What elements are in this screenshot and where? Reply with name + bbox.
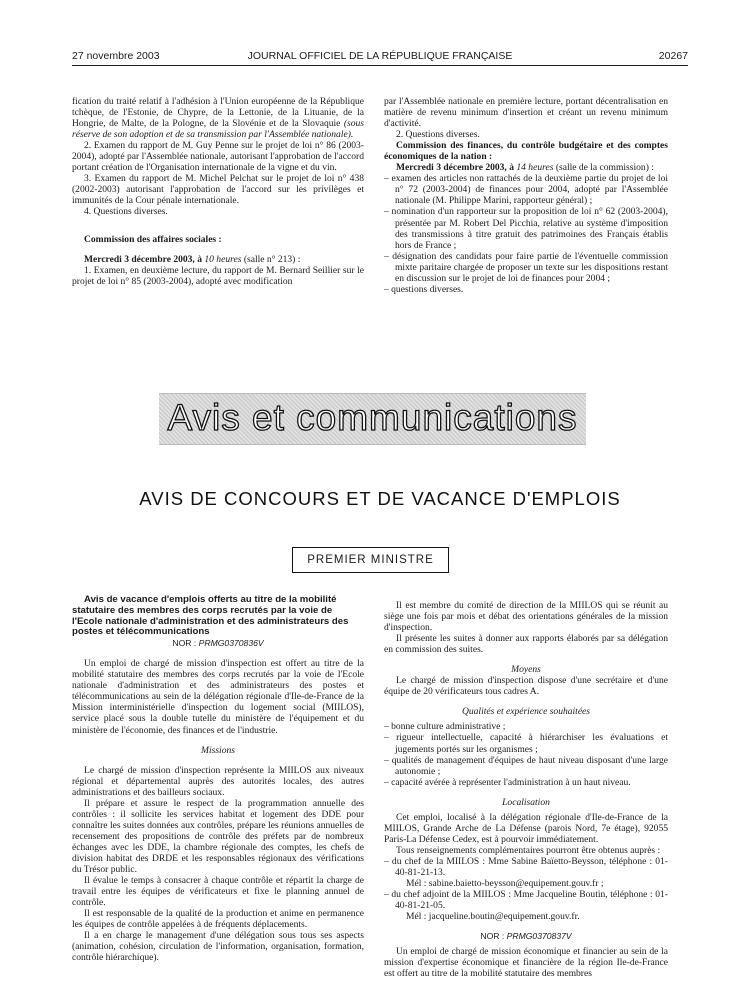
contact-line: – du chef de la MIILOS : Mme Sabine Baïetto-Beysson, téléphone : 01-40-81-21-13. — [384, 855, 668, 878]
top-left-column — [72, 96, 364, 287]
journal-title: JOURNAL OFFICIEL DE LA RÉPUBLIQUE FRANÇAISE — [247, 50, 513, 62]
section-heading: AVIS DE CONCOURS ET DE VACANCE D'EMPLOIS — [139, 488, 621, 509]
section-banner — [159, 393, 586, 445]
paragraph: Il est membre du comité de direction de la MIILOS qui se réunit au siège une fois par mois et débat des orientations générales de la mission d'inspection. — [384, 600, 668, 634]
paragraph: par l'Assemblée nationale en première lecture, portant décentralisation en matière de revenu minimum d'insertion et créant un revenu minimum d'activité. — [384, 96, 668, 130]
commission-heading: Commission des finances, du contrôle budgétaire et des comptes économiques de la nation : — [384, 140, 668, 163]
paragraph: Le chargé de mission d'inspection dispose d'une secrétaire et d'une équipe de 20 vérificateurs tous cadres A. — [384, 675, 668, 698]
contact-email: Mél : sabine.baietto-beysson@equipement.gouv.fr ; — [406, 878, 604, 890]
paragraph: Un emploi de chargé de mission d'inspection est offert au titre de la mobilité statutaire des membres des corps recrutés par la voie de l'Ecole nationale d'administration et des administrateurs des postes et télécommunications au sein de la délégation régionale d'Ile-de-France de la Mission interministérielle d'inspection du logement social (MIILOS), service placé sous la double tutelle du ministère de l'équipement et du ministère de l'économie, des finances et de l'industrie. — [72, 658, 364, 736]
text-italic: 10 heures — [204, 253, 242, 265]
paragraph: Il prépare et assure le respect de la programmation annuelle des contrôles : il sollicite les services habitat et logement des DDE pour connaître les suites données aux contrôles, prépare les réunions annuelles de recensement des propositions de contrôle des préfets par de nombreux échanges avec les DDE, la chambre régionale des comptes, les chefs de division habitat des DRDE et les responsables régionaux des vérifications du Trésor public. — [72, 797, 364, 876]
paragraph: Cet emploi, localisé à la délégation régionale d'Ile-de-France de la MIILOS, Grande Arche de La Défense (parois Nord, 7e étage), 92055 Paris-La Défense Cedex, est à pourvoir immédiatement. — [384, 811, 668, 845]
nor-line — [384, 931, 668, 942]
nor-label: NOR : — [172, 638, 197, 649]
paragraph: 2. Examen du rapport de M. Guy Penne sur le projet de loi n° 86 (2003-2004), adopté par l'Assemblée nationale, autorisant l'approbation de l'accord portant création de l'Organisation internationale de la vigne et du vin. — [72, 140, 364, 174]
text: Mercredi 3 décembre 2003, à — [84, 253, 202, 265]
meeting-line — [72, 254, 364, 265]
nor-code: PRMG0370837V — [506, 931, 572, 942]
text: fication du traité relatif à l'adhésion à l'Union européenne de la République tchèque, de l'Estonie, de Chypre, de la Lettonie, de la Lituanie, de la Hongrie, de Malte, de la Pologne, de la Slovénie et de la Slovaquie — [72, 96, 364, 130]
header-rule — [72, 65, 688, 66]
subheading-missions: Missions — [201, 744, 235, 756]
list-item: – nomination d'un rapporteur sur la proposition de loi n° 62 (2003-2004), présentée par M. Robert Del Picchia, relative au système d'imposition des transmissions à titre gratuit des patrimoines des Français établis hors de France ; — [384, 206, 668, 251]
list-item: – examen des articles non rattachés de la deuxième partie du projet de loi n° 72 (2003-2004) de finances pour 2004, adopté par l'Assemblée nationale (M. Philippe Marini, rapporteur général) ; — [384, 173, 668, 207]
paragraph: 4. Questions diverses. — [84, 206, 168, 218]
top-right-column — [384, 96, 668, 295]
list-item: – bonne culture administrative ; — [384, 721, 506, 733]
list-item: – rigueur intellectuelle, capacité à hiérarchiser les évaluations et jugements portés sur les organismes ; — [384, 732, 668, 755]
article-title: Avis de vacance d'emplois offerts au titre de la mobilité statutaire des membres des corps recrutés par la voie de l'Ecole nationale d'administration et des administrateurs des postes et télécommunications — [72, 594, 349, 638]
contact-email: Mél : jacqueline.boutin@equipement.gouv.fr. — [406, 911, 580, 923]
paragraph: 1. Examen, en deuxième lecture, du rapport de M. Bernard Seillier sur le projet de loi n° 85 (2003-2004), adopté avec modification — [72, 264, 364, 287]
text-italic: (sous réserve de son adoption et de sa transmission par l'Assemblée nationale). — [72, 118, 364, 141]
nor-label: NOR : — [480, 931, 505, 942]
text: (salle de la commission) : — [555, 162, 654, 174]
paragraph: Il présente les suites à donner aux rapports élaborés par sa délégation en commission des suites. — [384, 633, 668, 656]
paragraph: Il a en charge le management d'une délégation sous tous ses aspects (animation, cohésion, circulation de l'information, organisation, formation, contrôle hiérarchique). — [72, 930, 364, 964]
meeting-line — [384, 162, 668, 173]
article-left-column — [72, 595, 364, 963]
paragraph: Le chargé de mission d'inspection représente la MIILOS aux niveaux régional et départemental auprès des autorités locales, des autres administrations et des bailleurs sociaux. — [72, 764, 364, 798]
paragraph: Un emploi de chargé de mission économique et financier au sein de la mission d'expertise économique et financière de la région Ile-de-France est offert au titre de la mobilité statutaire des membres — [384, 946, 668, 980]
list-item: – capacité avérée à représenter l'administration à un haut niveau. — [384, 776, 631, 788]
contact-line: – du chef adjoint de la MIILOS : Mme Jacqueline Boutin, téléphone : 01-40-81-21-05. — [384, 889, 668, 912]
list-item: – qualités de management d'équipes de haut niveau disposant d'une large autonomie ; — [384, 754, 668, 777]
paragraph: Il évalue le temps à consacrer à chaque contrôle et répartit la charge de travail entre les équipes de vérificateurs et fixe le planning annuel de contrôle. — [72, 875, 364, 909]
paragraph: Tous renseignements complémentaires pourront être obtenus auprès : — [396, 844, 661, 856]
banner-text: Avis et communications — [167, 397, 578, 438]
nor-code: PRMG0370836V — [198, 638, 264, 649]
paragraph: 2. Questions diverses. — [396, 129, 480, 141]
list-item: – désignation des candidats pour faire partie de l'éventuelle commission mixte paritaire chargée de proposer un texte sur les dispositions restant en discussion sur le projet de loi de finances pour 2004 ; — [384, 250, 668, 284]
article-right-column — [384, 600, 668, 979]
paragraph: 3. Examen du rapport de M. Michel Pelchat sur le projet de loi n° 438 (2002-2003) autorisant l'approbation de l'accord sur les privilèges et immunités de la Cour pénale internationale. — [72, 173, 364, 207]
page-number: 20267 — [658, 50, 688, 62]
subheading-qualites: Qualités et expérience souhaitées — [461, 706, 591, 718]
commission-heading: Commission des affaires sociales : — [84, 233, 222, 245]
nor-line — [72, 638, 364, 649]
list-item: – questions diverses. — [384, 283, 464, 295]
text: Mercredi 3 décembre 2003, à — [396, 162, 514, 174]
page-header — [72, 50, 688, 64]
subheading-localisation: Localisation — [502, 796, 550, 808]
ministry-box: PREMIER MINISTRE — [292, 547, 449, 573]
header-date: 27 novembre 2003 — [72, 50, 160, 62]
text: (salle n° 213) : — [243, 253, 301, 265]
text-italic: 14 heures — [516, 162, 554, 174]
paragraph: Il est responsable de la qualité de la production et anime en permanence les équipes de contrôle appelées à de fréquents déplacements. — [72, 908, 364, 931]
subheading-moyens: Moyens — [511, 664, 541, 676]
paragraph — [72, 96, 364, 140]
